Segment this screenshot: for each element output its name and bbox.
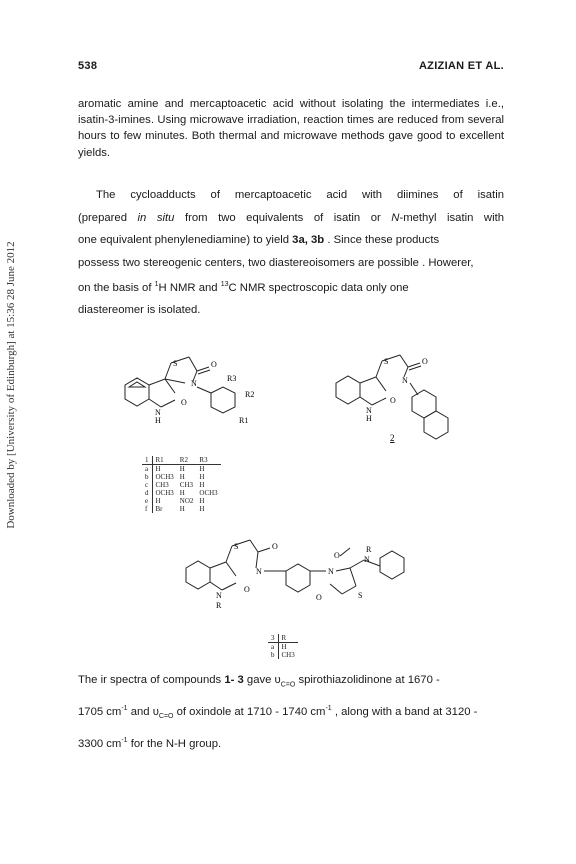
table-cell: H <box>199 481 205 489</box>
table-cell: H <box>199 465 205 473</box>
paragraph3-line-3: 3300 $cm^{-1}$ for the N-H group. <box>78 737 222 751</box>
table-cell: H <box>179 505 185 513</box>
label-n2-indole: N <box>366 406 372 415</box>
table1-header-compound: 1 <box>142 456 152 465</box>
table-row <box>142 473 221 481</box>
table-cell: H <box>155 497 161 505</box>
paragraph-intro: aromatic amine and mercaptoacetic acid without isolating the intermediates i.e., isatin-3-imines. Using microwave irradiation, reaction times are reduced from several hours to few minutes. Both thermal and microwave methods gave good to excellent yields. <box>78 98 504 159</box>
table-cell: c <box>142 481 152 489</box>
label-r1: R1 <box>239 416 249 425</box>
table-cell: H <box>155 465 161 473</box>
label-h: H <box>155 416 161 425</box>
table-row <box>268 651 298 659</box>
table-cell: H <box>281 643 287 651</box>
label-r3: R3 <box>227 374 237 383</box>
label-h2: H <box>366 414 372 423</box>
table-cell: a <box>268 643 278 652</box>
table-cell: H <box>179 465 185 473</box>
paragraph3-line-2: 1705 $cm^{-1}$ and $\upsilon_{C=O}$ of oxindole at 1710 - 1740 $cm^{-1}$ , along with a band at 3120 - <box>78 705 478 721</box>
table-row <box>142 497 221 505</box>
paragraph2-line-4: possess two stereogenic centers, two diastereoisomers are possible . Howerer, <box>78 256 474 269</box>
label-n2: N <box>402 376 408 385</box>
table-cell: OCH3 <box>155 473 174 481</box>
label-r-bottom: R <box>216 601 222 610</box>
download-notice <box>4 150 18 620</box>
table-cell: d <box>142 489 152 497</box>
table-cell: NO2 <box>179 497 194 505</box>
table-cell: b <box>142 473 152 481</box>
label-o2-top: O <box>422 357 428 366</box>
label-o3-left: O <box>272 542 278 551</box>
label-o3-bottom: O <box>316 593 322 602</box>
paragraph2-line-1: The cycloadducts of mercaptoacetic acid with diimines of isatin <box>96 189 504 201</box>
table-cell: H <box>179 473 185 481</box>
paragraph2-line-6: diastereomer is isolated. <box>78 304 201 317</box>
label-s2: S <box>384 357 389 366</box>
table-cell: Br <box>155 505 163 513</box>
table-cell: CH3 <box>155 481 169 489</box>
table-row <box>142 489 221 497</box>
label-r-top: R <box>366 545 372 554</box>
table-cell: e <box>142 497 152 505</box>
table1-header-r1: R1 <box>155 456 164 464</box>
label-o2-lactam: O <box>390 396 396 405</box>
table-cell: OCH3 <box>155 489 174 497</box>
label-s3-left: S <box>234 542 239 551</box>
paragraph-cycloadducts <box>78 184 504 322</box>
table1-header-r2: R2 <box>179 456 188 464</box>
structure-compound-2 <box>330 345 470 460</box>
label-n3-left: N <box>256 567 262 576</box>
label-n3-mid: N <box>328 567 334 576</box>
label-n3-indole: N <box>216 591 222 600</box>
table-cell: a <box>142 465 152 474</box>
label-s: S <box>173 359 178 368</box>
table-cell: H <box>199 497 205 505</box>
paragraph-ir-spectra <box>78 668 504 756</box>
table-row <box>142 481 221 489</box>
paragraph3-line-1: The ir spectra of compounds 1- 3 gave $\upsilon_{C=O}$ spirothiazolidinone at 1670 - <box>78 674 440 689</box>
table-row <box>142 505 221 513</box>
structure-compound-1 <box>115 345 280 455</box>
paragraph2-line-2: (prepared in situ from two equivalents of isatin or N-methyl isatin with <box>78 211 505 224</box>
paragraph2-line-3: one equivalent phenylenediamine) to yield 3a, 3b . Since these products <box>78 234 440 246</box>
table1-header-r3: R3 <box>199 456 208 464</box>
label-n-indole: N <box>155 408 161 417</box>
compound-2-number: 2 <box>390 433 395 443</box>
table-cell: b <box>268 651 278 659</box>
table-cell: CH3 <box>179 481 194 489</box>
table-cell: H <box>199 505 205 513</box>
label-o-top: O <box>211 360 217 369</box>
label-o3-lactam: O <box>244 585 250 594</box>
table-cell: OCH3 <box>199 489 218 497</box>
label-r2: R2 <box>245 390 255 399</box>
table-row <box>268 643 298 652</box>
label-s3-right: S <box>358 591 363 600</box>
table3-header-r: R <box>281 634 287 642</box>
download-notice-text: Downloaded by [University of Edinburgh] at 15:36 28 June 2012 <box>5 241 17 529</box>
paragraph2-line-5: on the basis of $^1$H NMR and $^{13}$C NMR spectroscopic data only one <box>78 281 409 294</box>
page-number: 538 <box>78 60 98 72</box>
table-row <box>142 465 221 474</box>
label-n3-right: N <box>364 555 370 564</box>
running-title: AZIZIAN ET AL. <box>418 60 504 72</box>
compound3-substituent-table <box>268 634 298 659</box>
structure-compound-3 <box>180 528 430 623</box>
table-cell: H <box>179 489 185 497</box>
label-o-lactam: O <box>181 398 187 407</box>
label-n: N <box>191 379 197 388</box>
table3-header-compound: 3 <box>268 634 278 643</box>
table-cell: f <box>142 505 152 513</box>
table-cell: H <box>199 473 205 481</box>
label-o3-right: O <box>334 551 340 560</box>
table-cell: CH3 <box>281 651 295 659</box>
compound1-substituent-table <box>142 456 221 513</box>
